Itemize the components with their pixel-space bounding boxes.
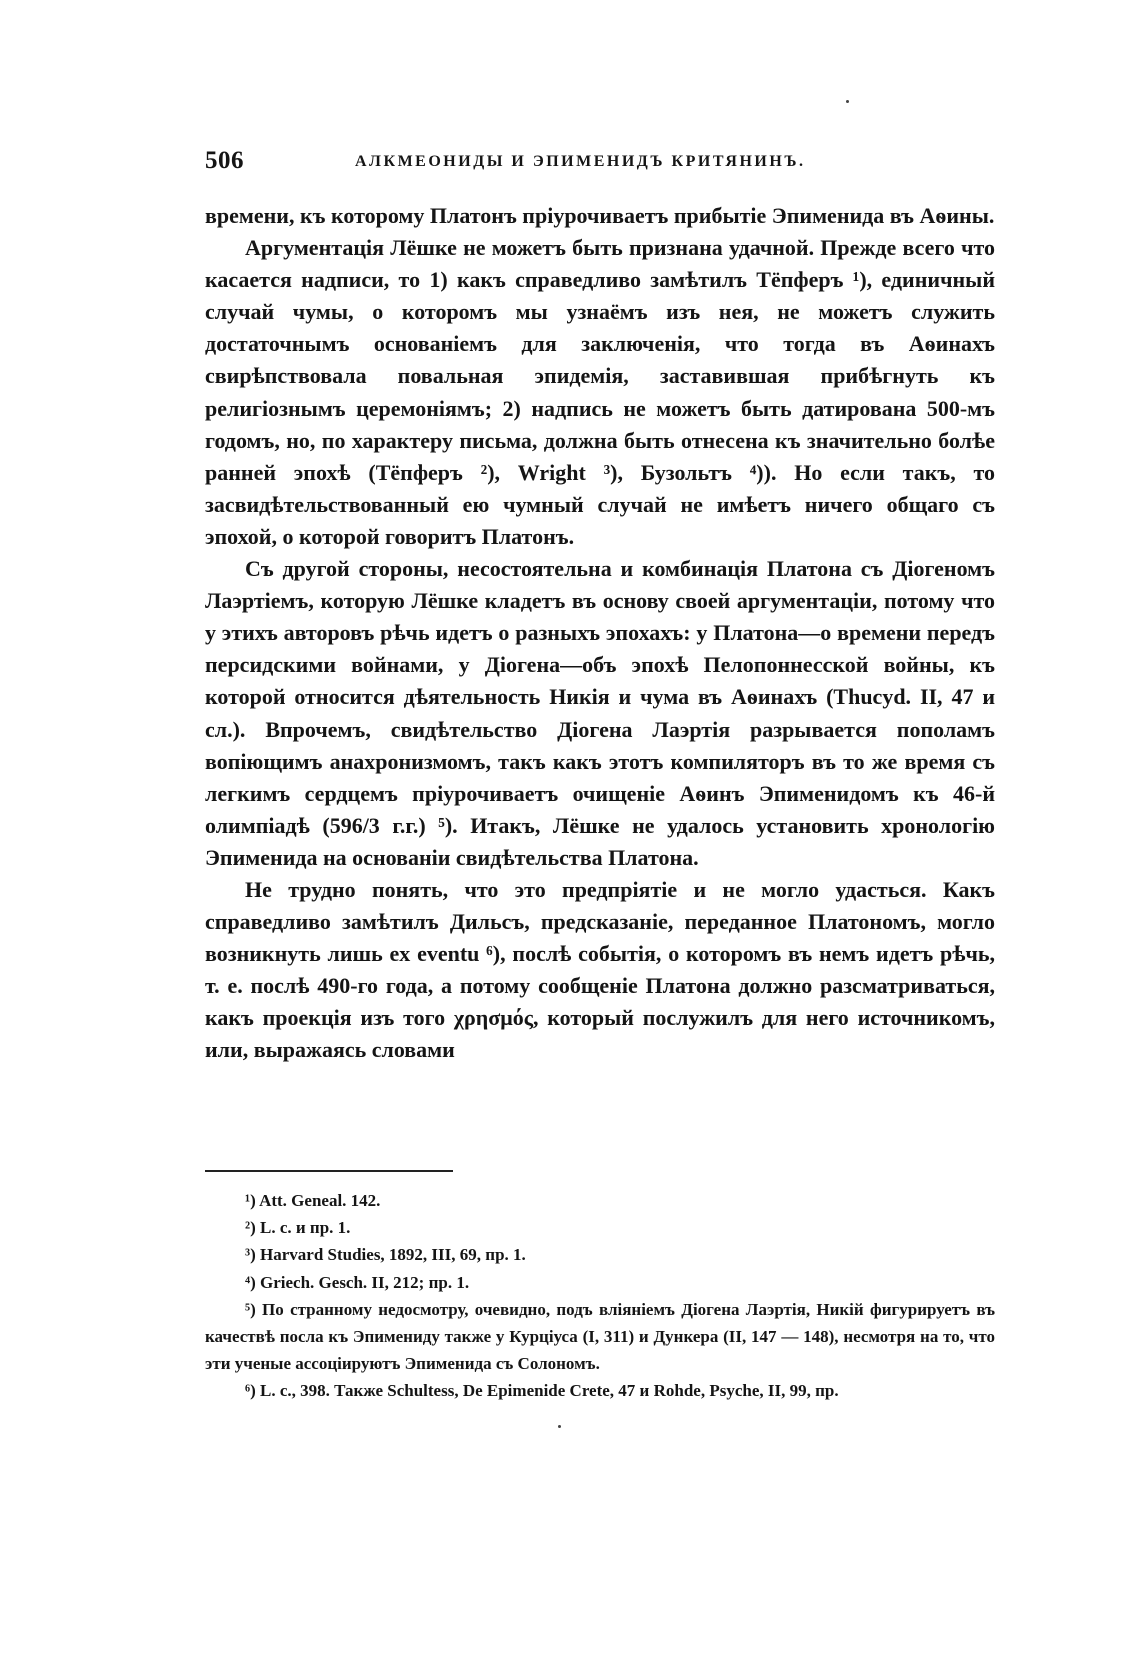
footnote: ⁴) Griech. Gesch. II, 212; пр. 1. [245, 1272, 470, 1292]
footnote: ³) Harvard Studies, 1892, III, 69, пр. 1. [245, 1245, 526, 1265]
paragraph: Не трудно понять, что это предпріятіе и не могло удасться. Какъ справедливо замѣтилъ Дильсъ, предсказаніе, переданное Платономъ, могло возникнуть лишь ex eventu ⁶), послѣ событія, о которомъ въ немъ идетъ рѣчь, т. е. послѣ 490-го года, а потому сообщеніе Платона должно разсматриваться, какъ проекція изъ того χρησμός, который послужилъ для него источникомъ, или, выражаясь словами [205, 876, 995, 1063]
running-title: АЛКМЕОНИДЫ И ЭПИМЕНИДЪ КРИТЯНИНЪ. [355, 153, 806, 170]
paragraph: Аргументація Лёшке не можетъ быть признана удачной. Прежде всего что касается надписи, то 1) какъ справедливо замѣтилъ Тёпферъ ¹), единичный случай чумы, о которомъ мы узнаёмъ изъ нея, не можетъ служить достаточнымъ основаніемъ для заключенія, что тогда въ Аѳинахъ свирѣпствовала повальная эпидемія, заставившая прибѣгнуть къ религіознымъ церемоніямъ; 2) надпись не можетъ быть датирована 500-мъ годомъ, но, по характеру письма, должна быть отнесена къ значительно болѣе ранней эпохѣ (Тёпферъ ²), Wright ³), Бузольтъ ⁴)). Но если такъ, то засвидѣтельствованный ею чумный случай не имѣетъ ничего общаго съ эпохой, о которой говоритъ Платонъ. [205, 235, 995, 549]
footnote: ¹) Att. Geneal. 142. [245, 1191, 381, 1210]
footnote: ⁶) L. c., 398. Также Schultess, De Epimenide Crete, 47 и Rohde, Psyche, II, 99, пр. [245, 1381, 839, 1401]
scan-speck [846, 100, 849, 103]
page-header [205, 147, 995, 179]
page-number: 506 [205, 147, 244, 174]
footnote: ²) L. c. и пр. 1. [245, 1218, 351, 1238]
footnote-separator [205, 1170, 453, 1172]
paragraph: Съ другой стороны, несостоятельна и комбинація Платона съ Діогеномъ Лаэртіемъ, которую Лёшке кладетъ въ основу своей аргументаціи, потому что у этихъ авторовъ рѣчь идетъ о разныхъ эпохахъ: у Платона—о времени передъ персидскими войнами, у Діогена—объ эпохѣ Пелопоннесской войны, къ которой относится дѣятельность Никія и чума въ Аѳинахъ (Thucyd. II, 47 и сл.). Впрочемъ, свидѣтельство Діогена Лаэртія разрывается пополамъ вопіющимъ анахронизмомъ, такъ какъ этотъ компиляторъ въ то же время съ легкимъ сердцемъ пріурочиваетъ очищеніе Аѳинъ Эпименидомъ къ 46-й олимпіадѣ (596/3 г.г.) ⁵). Итакъ, Лёшке не удалось установить хронологію Эпименида на основаніи свидѣтельства Платона. [205, 556, 995, 870]
footnotes [205, 1187, 995, 1405]
paragraph-continuation: времени, къ которому Платонъ пріурочиваетъ прибытіе Эпименида въ Аѳины. [205, 203, 995, 228]
scan-speck [558, 1425, 561, 1428]
body-text [205, 200, 995, 1067]
footnote: ⁵) По странному недосмотру, очевидно, подъ вліяніемъ Діогена Лаэртія, Никій фигурируетъ въ качествѣ посла къ Эпимениду также у Курціуса (I, 311) и Дункера (II, 147 — 148), несмотря на то, что эти ученые ассоціируютъ Эпименида съ Солономъ. [205, 1299, 995, 1374]
